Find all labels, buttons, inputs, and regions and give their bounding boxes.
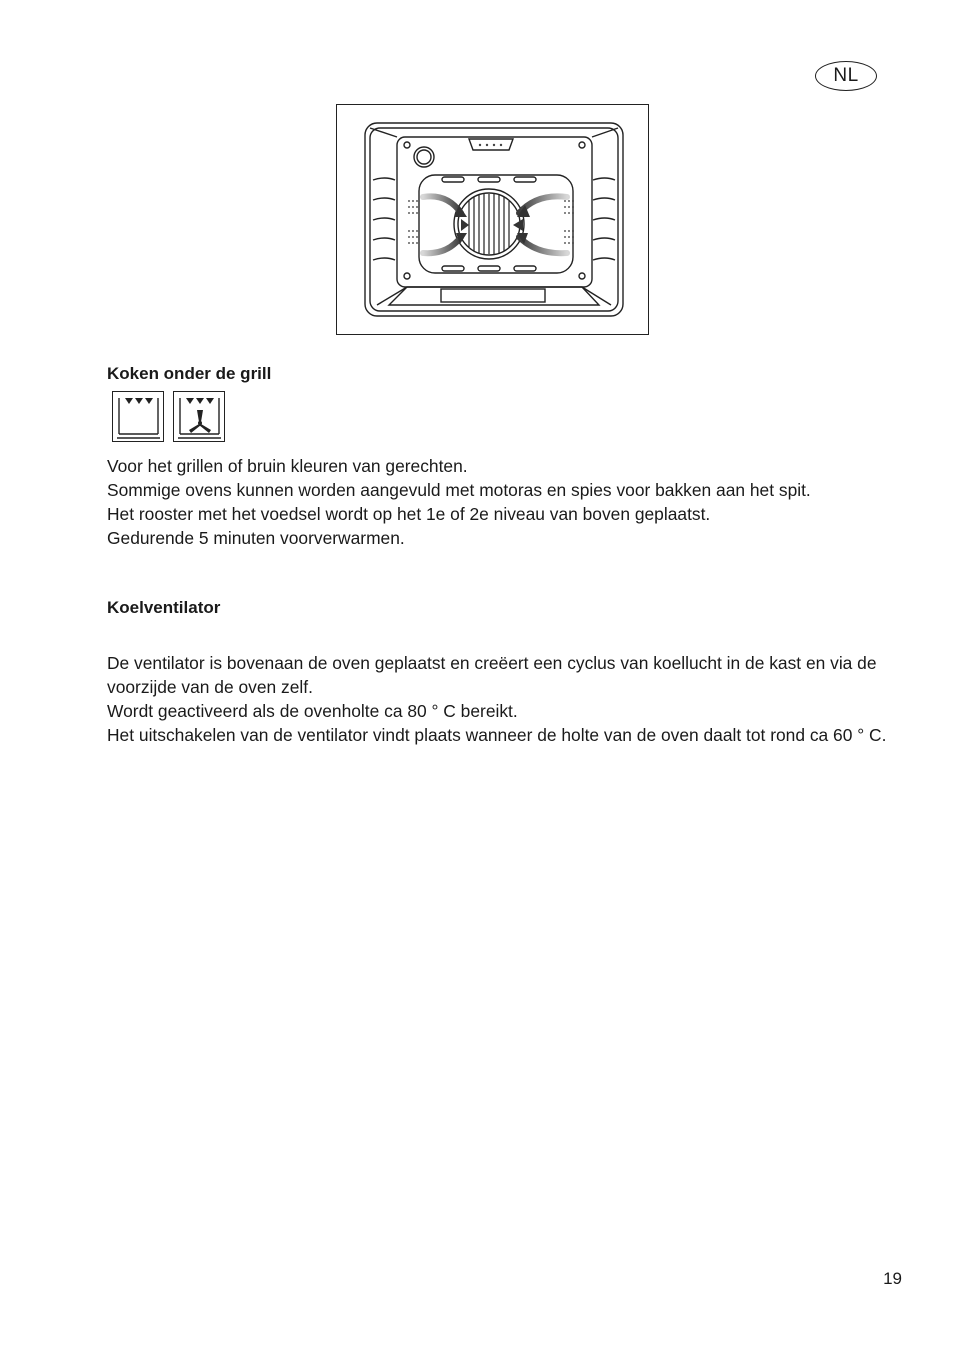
page-number: 19 bbox=[883, 1269, 902, 1288]
grill-icon bbox=[112, 391, 164, 442]
language-badge: NL bbox=[815, 61, 877, 91]
paragraph: Gedurende 5 minuten voorverwarmen. bbox=[107, 528, 405, 548]
paragraph: Het uitschakelen van de ventilator vindt plaats wanneer de holte van de oven daalt tot rond ca 60 ° C. bbox=[107, 725, 887, 745]
fan-grill-icon bbox=[173, 391, 225, 442]
paragraph: Voor het grillen of bruin kleuren van gerechten. bbox=[107, 456, 468, 476]
oven-fan-diagram bbox=[337, 105, 650, 336]
grill-description bbox=[107, 454, 897, 550]
paragraph: De ventilator is bovenaan de oven geplaatst en creëert een cyclus van koellucht in de kast en via de voorzijde van de oven zelf. bbox=[107, 653, 877, 697]
section-heading-grill: Koken onder de grill bbox=[107, 364, 272, 383]
cooling-fan-description bbox=[107, 651, 897, 747]
paragraph: Wordt geactiveerd als de ovenholte ca 80 ° C bereikt. bbox=[107, 701, 518, 721]
oven-interior-illustration bbox=[336, 104, 649, 335]
paragraph: Sommige ovens kunnen worden aangevuld met motoras en spies voor bakken aan het spit. bbox=[107, 480, 811, 500]
paragraph: Het rooster met het voedsel wordt op het 1e of 2e niveau van boven geplaatst. bbox=[107, 504, 711, 524]
section-heading-cooling-fan: Koelventilator bbox=[107, 598, 221, 617]
